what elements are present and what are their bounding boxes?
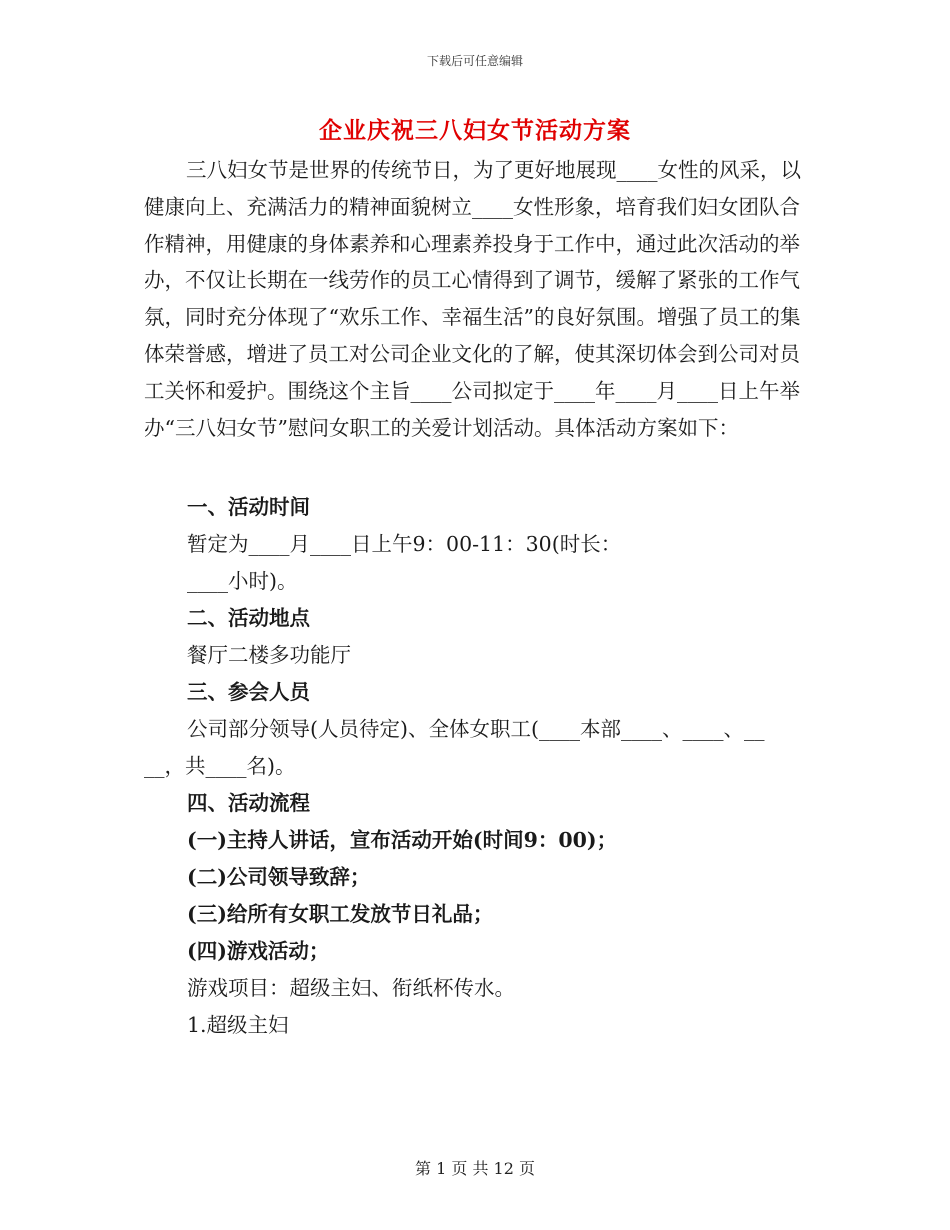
section-4-item-4: (四)游戏活动； — [187, 939, 330, 963]
intro-paragraph — [144, 152, 808, 446]
document-title: 企业庆祝三八妇女节活动方案 — [319, 117, 631, 144]
section-1-heading: 一、活动时间 — [187, 495, 310, 519]
section-4-item-3: (三)给所有女职工发放节日礼品； — [187, 902, 494, 926]
section-4-heading: 四、活动流程 — [187, 791, 310, 815]
games-list: 游戏项目：超级主妇、衔纸杯传水。 — [187, 976, 515, 1000]
section-2-heading: 二、活动地点 — [187, 606, 310, 630]
section-3-attendees-cont: __，共____名)。 — [144, 754, 296, 778]
section-4-item-1: (一)主持人讲话，宣布活动开始(时间9：00)； — [187, 828, 618, 852]
section-4-item-2: (二)公司领导致辞； — [187, 865, 371, 889]
intro-text: 三八妇女节是世界的传统节日，为了更好地展现____女性的风采，以健康向上、充满活力的精神面貌树立____女性形象，培育我们妇女团队合作精神，用健康的身体素养和心理素养投身于工作中，通过此次活动的举办，不仅让长期在一线劳作的员工心情得到了调节，缓解了紧张的工作气氛，同时充分体现了“欢乐工作、幸福生活”的良好氛围。增强了员工的集体荣誉感，增进了员工对公司企业文化的了解，使其深切体会到公司对员工关怀和爱护。围绕这个主旨____公司拟定于____年____月____日上午举办“三八妇女节”慰问女职工的关爱计划活动。具体活动方案如下： — [144, 158, 801, 440]
page-header-note: 下载后可任意编辑 — [426, 54, 523, 68]
section-2-location: 餐厅二楼多功能厅 — [187, 643, 351, 667]
section-3-heading: 三、参会人员 — [187, 680, 310, 704]
game-1-heading: 1.超级主妇 — [187, 1013, 289, 1037]
section-3-attendees-line: 公司部分领导(人员待定)、全体女职工(____本部____、____、__ — [187, 717, 765, 741]
page-footer-number: 第 1 页 共 12 页 — [415, 1159, 535, 1178]
section-1-time-line: 暂定为____月____日上午9：00-11：30(时长： — [187, 532, 622, 556]
section-1-duration-line: ____小时)。 — [187, 569, 298, 593]
